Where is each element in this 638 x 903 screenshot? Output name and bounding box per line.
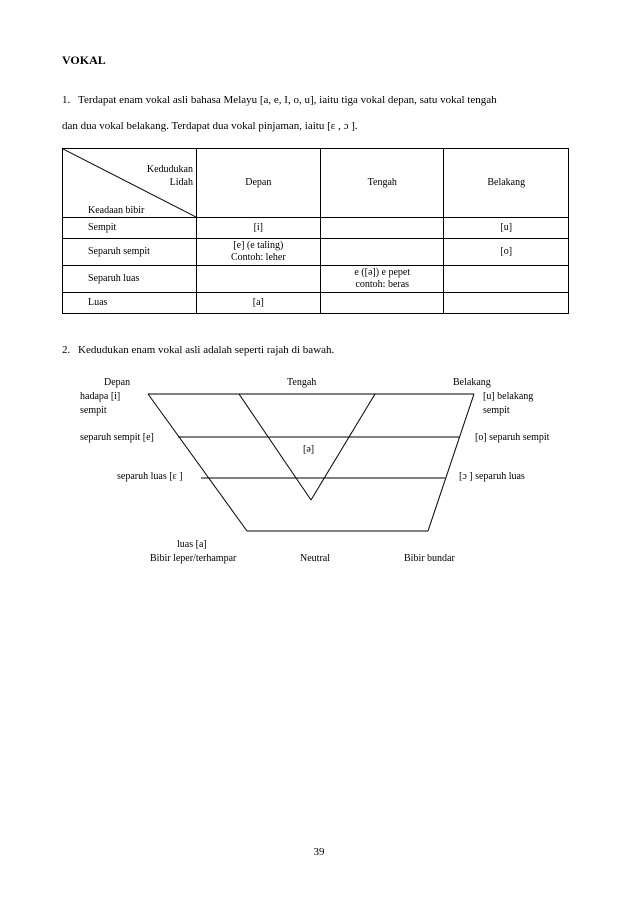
label-bibir-leper: Bibir leper/terhampar [150, 553, 237, 564]
label-hadapa-i: hadapa [i] [80, 391, 121, 402]
cell-depan [196, 239, 320, 266]
central-triangle-right [311, 394, 375, 500]
label-separuh-luas-epsilon: separuh luas [ɛ ] [117, 471, 183, 482]
vowel-chart-diagram [0, 368, 638, 568]
row-label: Separuh sempit [63, 239, 197, 266]
cell-depan-line-1: [e] (e taling) [233, 240, 284, 251]
table-corner-cell [63, 149, 197, 218]
label-o-separuh-sempit: [o] separuh sempit [475, 432, 550, 443]
central-triangle-left [239, 394, 311, 500]
label-schwa: [ə] [303, 444, 315, 455]
label-sempit-left: sempit [80, 405, 107, 416]
paragraph-1-line-2: dan dua vokal belakang. Terdapat dua vokal pinjaman, iaitu [ɛ , ɔ ]. [62, 120, 358, 132]
cell-tengah [321, 239, 444, 266]
cell-tengah-line-1: e ([ə]) e pepet [354, 267, 411, 278]
corner-top-line-1: Kedudukan [146, 164, 193, 175]
section-heading: VOKAL [62, 53, 106, 67]
corner-top-label [123, 163, 193, 189]
column-header-belakang: Belakang [444, 149, 569, 218]
cell-tengah [321, 218, 444, 239]
label-bibir-bundar: Bibir bundar [404, 553, 455, 564]
label-tengah: Tengah [287, 377, 317, 388]
table-header-row [63, 149, 569, 218]
cell-depan [196, 266, 320, 293]
cell-tengah-line-2: contoh: beras [355, 279, 410, 290]
label-neutral: Neutral [300, 553, 330, 564]
vowel-table [62, 148, 569, 314]
label-open-o-separuh-luas: [ɔ ] separuh luas [459, 471, 525, 482]
cell-depan: [i] [196, 218, 320, 239]
table-row [63, 239, 569, 266]
cell-belakang [444, 266, 569, 293]
table-row [63, 266, 569, 293]
trapezium-left-side [148, 394, 247, 531]
paragraph-2 [62, 337, 582, 363]
paragraph-1 [62, 87, 582, 139]
cell-belakang: [o] [444, 239, 569, 266]
cell-tengah [321, 266, 444, 293]
table-row [63, 293, 569, 314]
label-belakang: Belakang [453, 377, 491, 388]
cell-belakang: [u] [444, 218, 569, 239]
corner-bottom-label: Keadaan bibir [88, 205, 145, 216]
label-separuh-sempit-e: separuh sempit [e] [80, 432, 154, 443]
label-sempit-right: sempit [483, 405, 510, 416]
paragraph-2-number: 2. [62, 344, 71, 356]
paragraph-1-line-1: Terdapat enam vokal asli bahasa Melayu [a, e, I, o, u], iaitu tiga vokal depan, satu vokal tengah [78, 94, 497, 106]
table-row [63, 218, 569, 239]
label-u-belakang: [u] belakang [483, 391, 534, 402]
paragraph-1-number: 1. [62, 94, 71, 106]
row-label: Sempit [63, 218, 197, 239]
row-label: Separuh luas [63, 266, 197, 293]
cell-depan: [a] [196, 293, 320, 314]
label-luas-a: luas [a] [177, 539, 207, 550]
cell-belakang [444, 293, 569, 314]
trapezium-right-side [428, 394, 474, 531]
column-header-tengah: Tengah [321, 149, 444, 218]
label-depan: Depan [104, 377, 131, 388]
row-label: Luas [63, 293, 197, 314]
cell-depan-line-2: Contoh: leher [230, 252, 286, 263]
corner-top-line-2: Lidah [169, 177, 193, 188]
page-number: 39 [313, 846, 325, 858]
paragraph-2-text: Kedudukan enam vokal asli adalah seperti rajah di bawah. [78, 344, 335, 356]
column-header-depan: Depan [196, 149, 320, 218]
cell-tengah [321, 293, 444, 314]
